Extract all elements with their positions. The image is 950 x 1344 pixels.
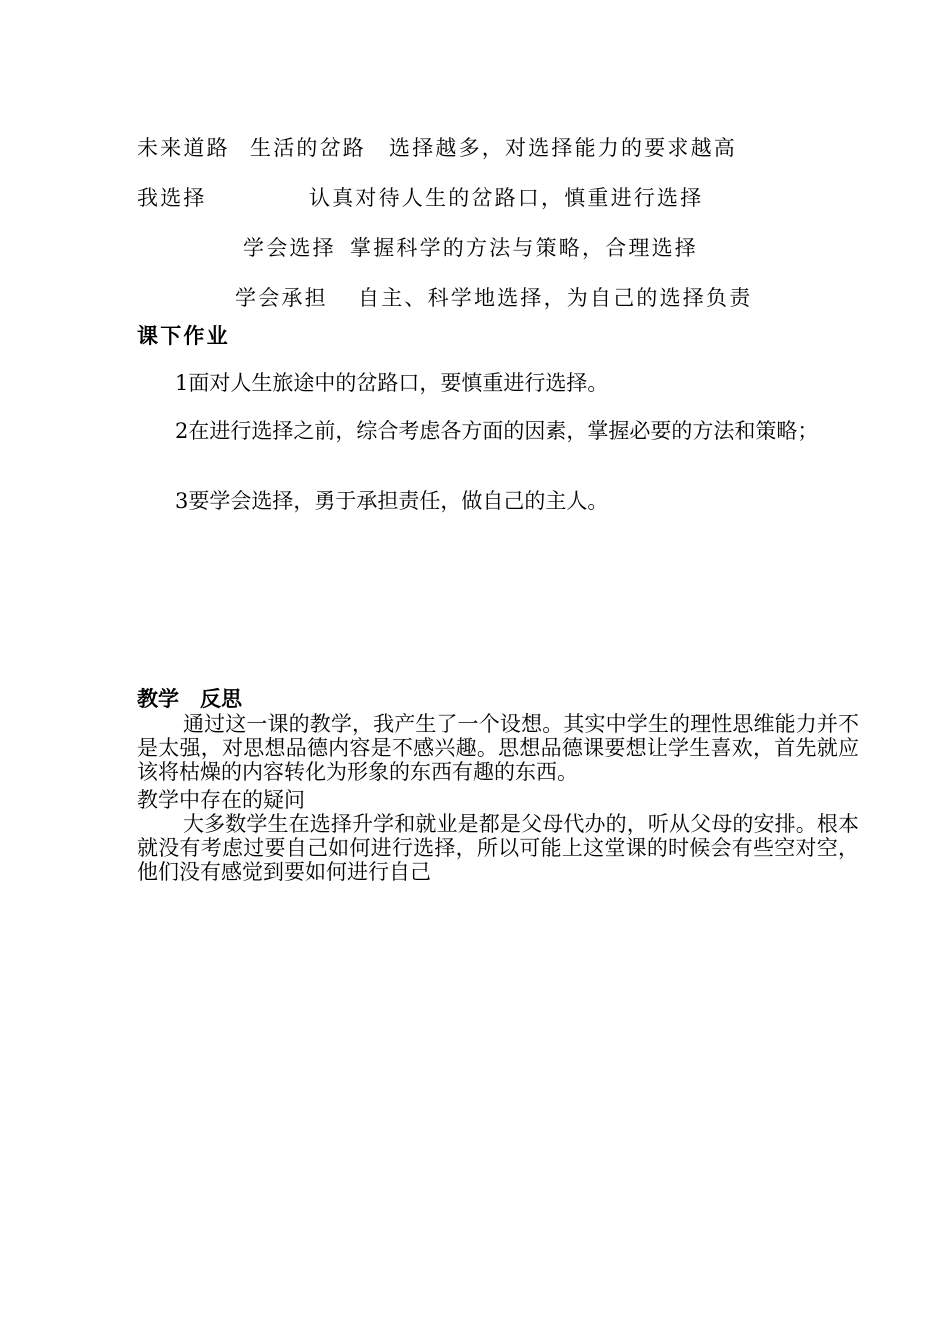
summary-row4-topic: 学会承担 — [235, 286, 328, 310]
summary-row2-topic: 我选择 — [137, 186, 207, 210]
homework-heading: 课下作业 — [137, 323, 230, 348]
summary-row4-point: 自主、科学地选择，为自己的选择负责 — [358, 286, 753, 310]
reflection-paragraph-1: 通过这一课的教学，我产生了一个设想。其实中学生的理性思维能力并不是太强，对思想品德内容是不感兴趣。思想品德课要想让学生喜欢，首先就应该将枯燥的内容转化为形象的东西有趣的东西。 — [137, 712, 859, 784]
reflection-heading: 教学 反思 — [137, 687, 242, 711]
summary-row3-point: 掌握科学的方法与策略，合理选择 — [350, 236, 698, 260]
summary-row3-topic: 学会选择 — [243, 236, 336, 260]
reflection-subheading: 教学中存在的疑问 — [137, 788, 305, 812]
homework-item-2: 2在进行选择之前，综合考虑各方面的因素，掌握必要的方法和策略； — [175, 419, 819, 443]
summary-row1-topic: 未来道路 — [137, 136, 230, 160]
homework-item-3: 3要学会选择，勇于承担责任，做自己的主人。 — [175, 489, 609, 513]
reflection-paragraph-2: 大多数学生在选择升学和就业是都是父母代办的，听从父母的安排。根本就没有考虑过要自己如何进行选择，所以可能上这堂课的时候会有些空对空，他们没有感觉到要如何进行自己 — [137, 812, 859, 884]
summary-row2-point: 认真对待人生的岔路口，慎重进行选择 — [309, 186, 704, 210]
summary-row1-point: 选择越多，对选择能力的要求越高 — [389, 136, 737, 160]
homework-item-1: 1面对人生旅途中的岔路口，要慎重进行选择。 — [175, 371, 609, 395]
summary-row1-subtopic: 生活的岔路 — [250, 136, 366, 160]
